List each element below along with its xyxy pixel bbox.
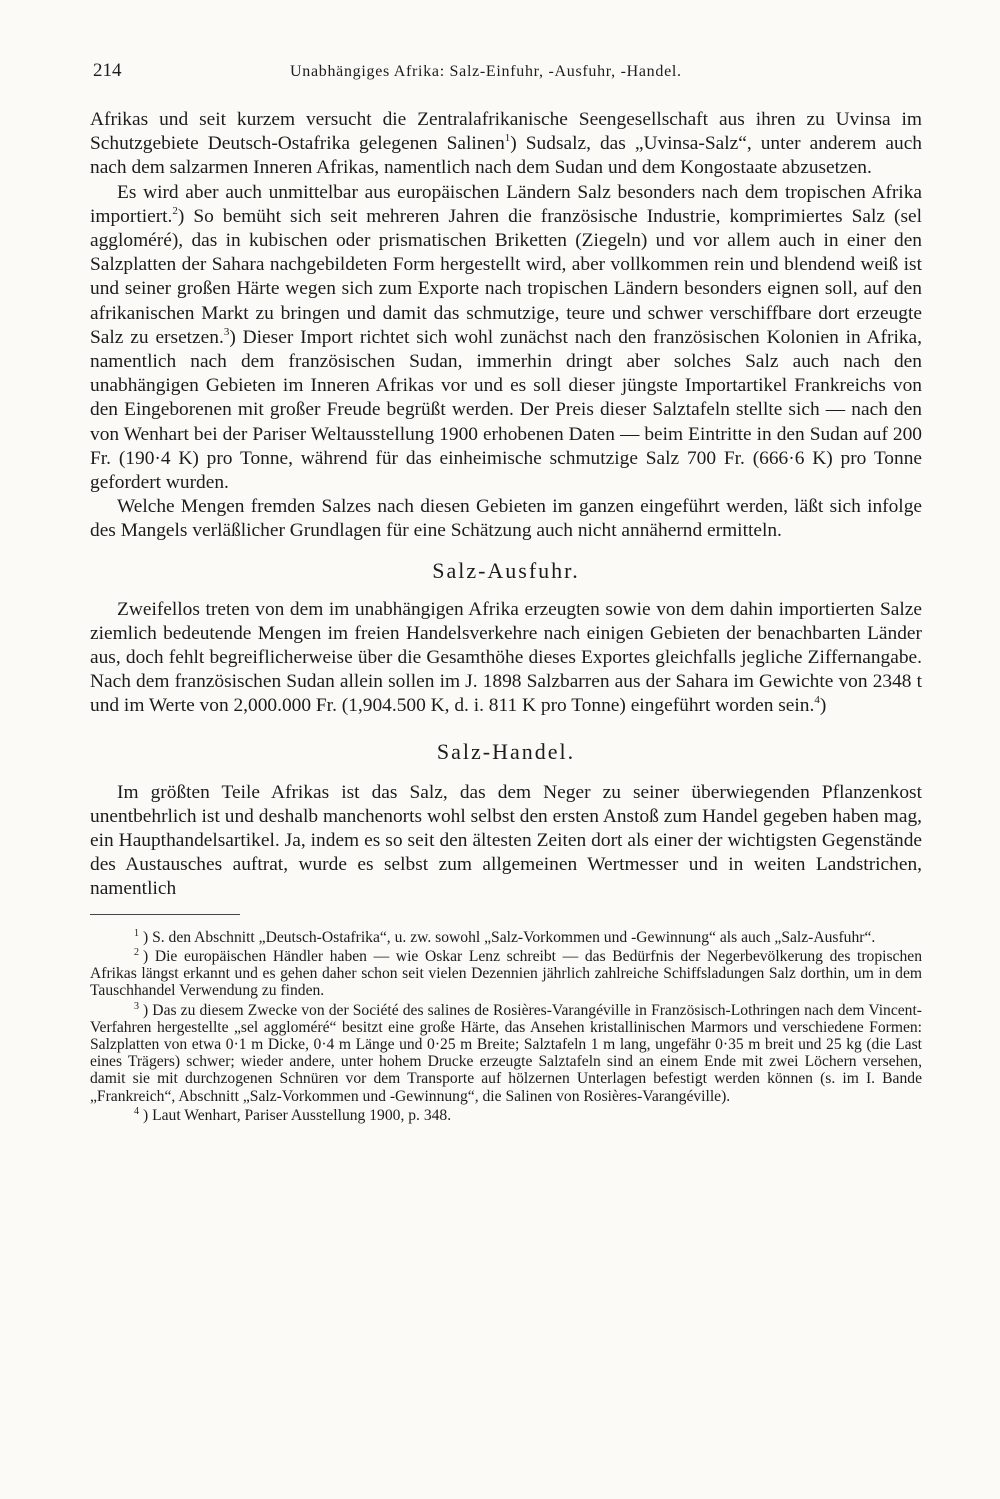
paragraph-1: Afrikas und seit kurzem versucht die Zentralafrikanische Seengesellschaft aus ihren zu Uvinsa im Schutzgebiete Deutsch-Ostafrika gelegenen Salinen$^1$) Sudsalz, das „Uvinsa-Salz“, unter anderem auch nach dem salzarmen Inneren Afrikas, namentlich nach dem Sudan und dem Kongostaate abzusetzen. bbox=[90, 109, 922, 179]
footnote-ref-2: 2 bbox=[172, 204, 178, 217]
running-head: Unabhängiges Afrika: Salz-Einfuhr, -Ausfuhr, -Handel. bbox=[290, 63, 682, 80]
footnote-ref-1: 1 bbox=[504, 132, 511, 145]
footnote-1: $^1$ ) S. den Abschnitt „Deutsch-Ostafrika“, u. zw. sowohl „Salz-Vorkommen und -Gewinnung“ als auch „Salz-Ausfuhr“. bbox=[134, 927, 876, 946]
footnote-4: $^4$ ) Laut Wenhart, Pariser Ausstellung 1900, p. 348. bbox=[134, 1105, 452, 1124]
footnote-2: $^2$ ) Die europäischen Händler haben — wie Oskar Lenz schreibt — das Bedürfnis der Negerbevölkerung des tropischen Afrikas längst erkannt und es gehen daher schon seit vielen Dezennien jährlich zahlreiche Schiffsladungen Salz dorthin, um in dem Tauschhandel Verwendung zu finden. bbox=[90, 946, 922, 1000]
paragraph-4: Zweifellos treten von dem im unabhängigen Afrika erzeugten sowie von dem dahin importierten Salze ziemlich bedeutende Mengen im freien Handelsverkehre nach einigen Gebieten der benachbarten Länder aus, doch fehlt begreiflicherweise über die Gesamthöhe dieses Exportes gleichfalls jegliche Ziffernangabe. Nach dem französischen Sudan allein sollen im J. 1898 Salzbarren aus der Sahara im Gewichte von 2348 t und im Werte von 2,000.000 Fr. (1,904.500 K, d. i. 811 K pro Tonne) eingeführt worden sein.$^4$) bbox=[90, 598, 922, 717]
main-text bbox=[90, 108, 922, 1124]
footnote-3: $^3$ ) Das zu diesem Zwecke von der Société des salines de Rosières-Varangéville in Französisch-Lothringen nach dem Vincent-Verfahren hergestellte „sel aggloméré“ besitzt eine große Härte, das Ansehen kristallinischen Marmors und verschiedene Formen: Salzplatten von etwa 0·1 m Dicke, 0·4 m Länge und 0·25 m Breite; Salztafeln 1 m lang, ungefähr 0·35 m breit und 25 kg (die Last eines Trägers) schwer; wieder andere, unter hohem Drucke erzeugte Salztafeln sind an einem Ende mit zwei Löchern versehen, damit sie mit durchzogenen Schnüren vor dem Transporte auf hölzernen Unterlagen befestigt werden können (s. im I. Bande „Frankreich“, Abschnitt „Salz-Vorkommen und -Gewinnung“, die Salinen von Rosières-Varangéville). bbox=[90, 1000, 922, 1105]
page-number: 214 bbox=[93, 60, 122, 81]
section-heading-salz-ausfuhr: Salz-Ausfuhr. bbox=[432, 557, 580, 583]
footnote-divider bbox=[90, 914, 240, 915]
paragraph-2: Es wird aber auch unmittelbar aus europäischen Ländern Salz besonders nach dem tropischen Afrika importiert.$^2$) So bemüht sich seit mehreren Jahren die französische Industrie, komprimiertes Salz (sel aggloméré), das in kubischen oder prismatischen Briketten (Ziegeln) und vor allem auch in einer den Salzplatten der Sahara nachgebildeten Form hergestellt wird, aber vollkommen rein und blendend weiß ist und seiner großen Härte wegen sich zum Exporte nach tropischen Ländern besonders eignen soll, auf den afrikanischen Markt zu bringen und damit das schmutzige, teure und schwer verschiffbare dort erzeugte Salz zu ersetzen.$^3$) Dieser Import richtet sich wohl zunächst nach den französischen Kolonien in Afrika, namentlich nach dem französischen Sudan, immerhin dringt aber solches Salz auch nach den unabhängigen Gebieten im Inneren Afrikas vor und es soll dieser jüngste Importartikel Frankreichs von den Eingeborenen mit großer Freude begrüßt werden. Der Preis dieser Salztafeln stellte sich — nach den von Wenhart bei der Pariser Weltausstellung 1900 erhobenen Daten — beim Eintritte in den Sudan auf 200 Fr. (190·4 K) pro Tonne, während für das einheimische schmutzige Salz 700 Fr. (666·6 K) pro Tonne gefordert wurden. bbox=[90, 181, 922, 494]
paragraph-3: Welche Mengen fremden Salzes nach diesen Gebieten im ganzen eingeführt werden, läßt sich infolge des Mangels verläßlicher Grundlagen für eine Schätzung auch nicht annähernd ermitteln. bbox=[90, 496, 922, 542]
footnote-ref-3: 3 bbox=[223, 325, 230, 338]
page-header bbox=[93, 60, 923, 90]
footnote-ref-4: 4 bbox=[814, 694, 820, 707]
footnotes bbox=[90, 929, 922, 1124]
section-heading-salz-handel: Salz-Handel. bbox=[436, 738, 576, 764]
paragraph-5: Im größten Teile Afrikas ist das Salz, das dem Neger zu seiner überwiegenden Pflanzenkost unentbehrlich ist und deshalb manchenorts wohl selbst den ersten Anstoß zum Handel gegeben haben mag, ein Haupthandelsartikel. Ja, indem es so seit den ältesten Zeiten dort als einer der wichtigsten Gegenstände des Austausches auftrat, wurde es selbst zum allgemeinen Wertmesser und in weiten Landstrichen, namentlich bbox=[90, 781, 922, 900]
